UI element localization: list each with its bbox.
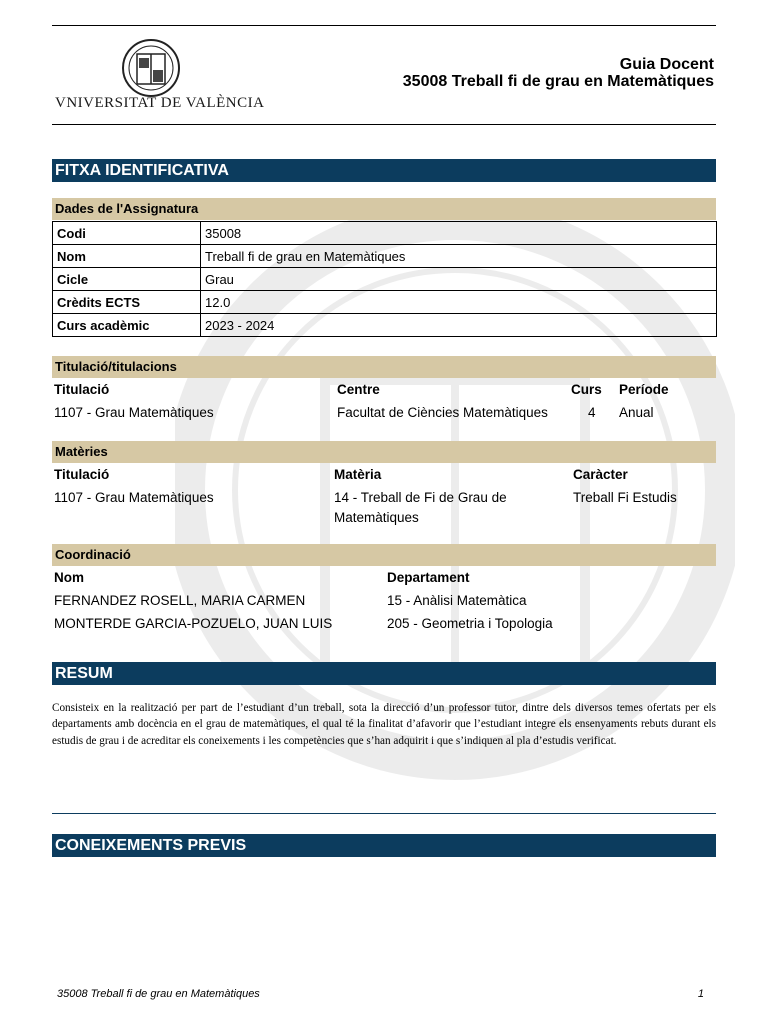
col-titulacio: Titulació <box>54 467 110 482</box>
row-key: Cicle <box>53 268 201 291</box>
row-value: Treball fi de grau en Matemàtiques <box>201 245 717 268</box>
resum-paragraph: Consisteix en la realització per part de l’estudiant d’un treball, sota la direcció d’un professor tutor, dintre dels diversos temes ofertats per els departaments amb docència en el grau de matemàtiques, el qual té la finalitat d’afavorir que l’estudiant integre els ensenyaments rebuts durant els estudis de grau i de acreditar els coneixements i les competències que s’han adquirit i que s’indiquen al pla d’estudis verificat. <box>52 702 716 747</box>
col-departament: Departament <box>387 570 470 585</box>
coordinator-name: MONTERDE GARCIA-POZUELO, JUAN LUIS <box>54 616 333 631</box>
coordinator-name: FERNANDEZ ROSELL, MARIA CARMEN <box>54 593 306 608</box>
guide-label: Guia Docent <box>619 56 714 73</box>
row-value: 35008 <box>201 222 717 245</box>
row-key: Codi <box>53 222 201 245</box>
section-divider <box>52 813 716 814</box>
table-row <box>53 291 717 314</box>
dades-heading: Dades de l'Assignatura <box>52 198 716 220</box>
row-value: 12.0 <box>201 291 717 314</box>
row-key: Crèdits ECTS <box>53 291 201 314</box>
university-name: VNIVERSITAT DE VALÈNCIA <box>55 95 265 111</box>
titulacions-heading: Titulació/titulacions <box>52 356 716 378</box>
titulacio-value: 1107 - Grau Matemàtiques <box>54 405 214 420</box>
row-value: 2023 - 2024 <box>201 314 717 337</box>
caracter-value: Treball Fi Estudis <box>573 490 677 505</box>
coordinator-department: 205 - Geometria i Topologia <box>387 616 553 631</box>
row-key: Nom <box>53 245 201 268</box>
col-centre: Centre <box>337 382 380 397</box>
table-row <box>53 222 717 245</box>
periode-value: Anual <box>619 405 654 420</box>
course-title: 35008 Treball fi de grau en Matemàtiques <box>402 73 714 90</box>
curs-value: 4 <box>588 405 596 420</box>
table-row <box>53 314 717 337</box>
row-key: Curs acadèmic <box>53 314 201 337</box>
col-materia: Matèria <box>334 467 382 482</box>
col-periode: Període <box>619 382 669 397</box>
coordinacio-heading: Coordinació <box>52 544 716 566</box>
document-header <box>403 56 714 90</box>
col-nom: Nom <box>54 570 84 585</box>
row-value: Grau <box>201 268 717 291</box>
materia-titulacio-value: 1107 - Grau Matemàtiques <box>54 490 214 505</box>
table-row <box>53 245 717 268</box>
table-row <box>53 268 717 291</box>
header-bottom-rule <box>52 124 716 125</box>
dades-table <box>52 221 717 337</box>
footer-course-title: 35008 Treball fi de grau en Matemàtiques <box>57 988 260 1000</box>
materia-value: 14 - Treball de Fi de Grau de Matemàtiques <box>334 490 507 525</box>
col-caracter: Caràcter <box>573 467 628 482</box>
page-number: 1 <box>697 988 704 1000</box>
centre-value: Facultat de Ciències Matemàtiques <box>337 405 548 420</box>
top-rule <box>52 25 716 26</box>
section-fitxa-identificativa: FITXA IDENTIFICATIVA <box>52 159 716 182</box>
col-curs: Curs <box>571 382 602 397</box>
section-coneixements-previs: CONEIXEMENTS PREVIS <box>52 834 716 857</box>
materies-heading: Matèries <box>52 441 716 463</box>
section-resum: RESUM <box>52 662 716 685</box>
col-titulacio: Titulació <box>54 382 110 397</box>
coordinator-department: 15 - Anàlisi Matemàtica <box>387 593 527 608</box>
